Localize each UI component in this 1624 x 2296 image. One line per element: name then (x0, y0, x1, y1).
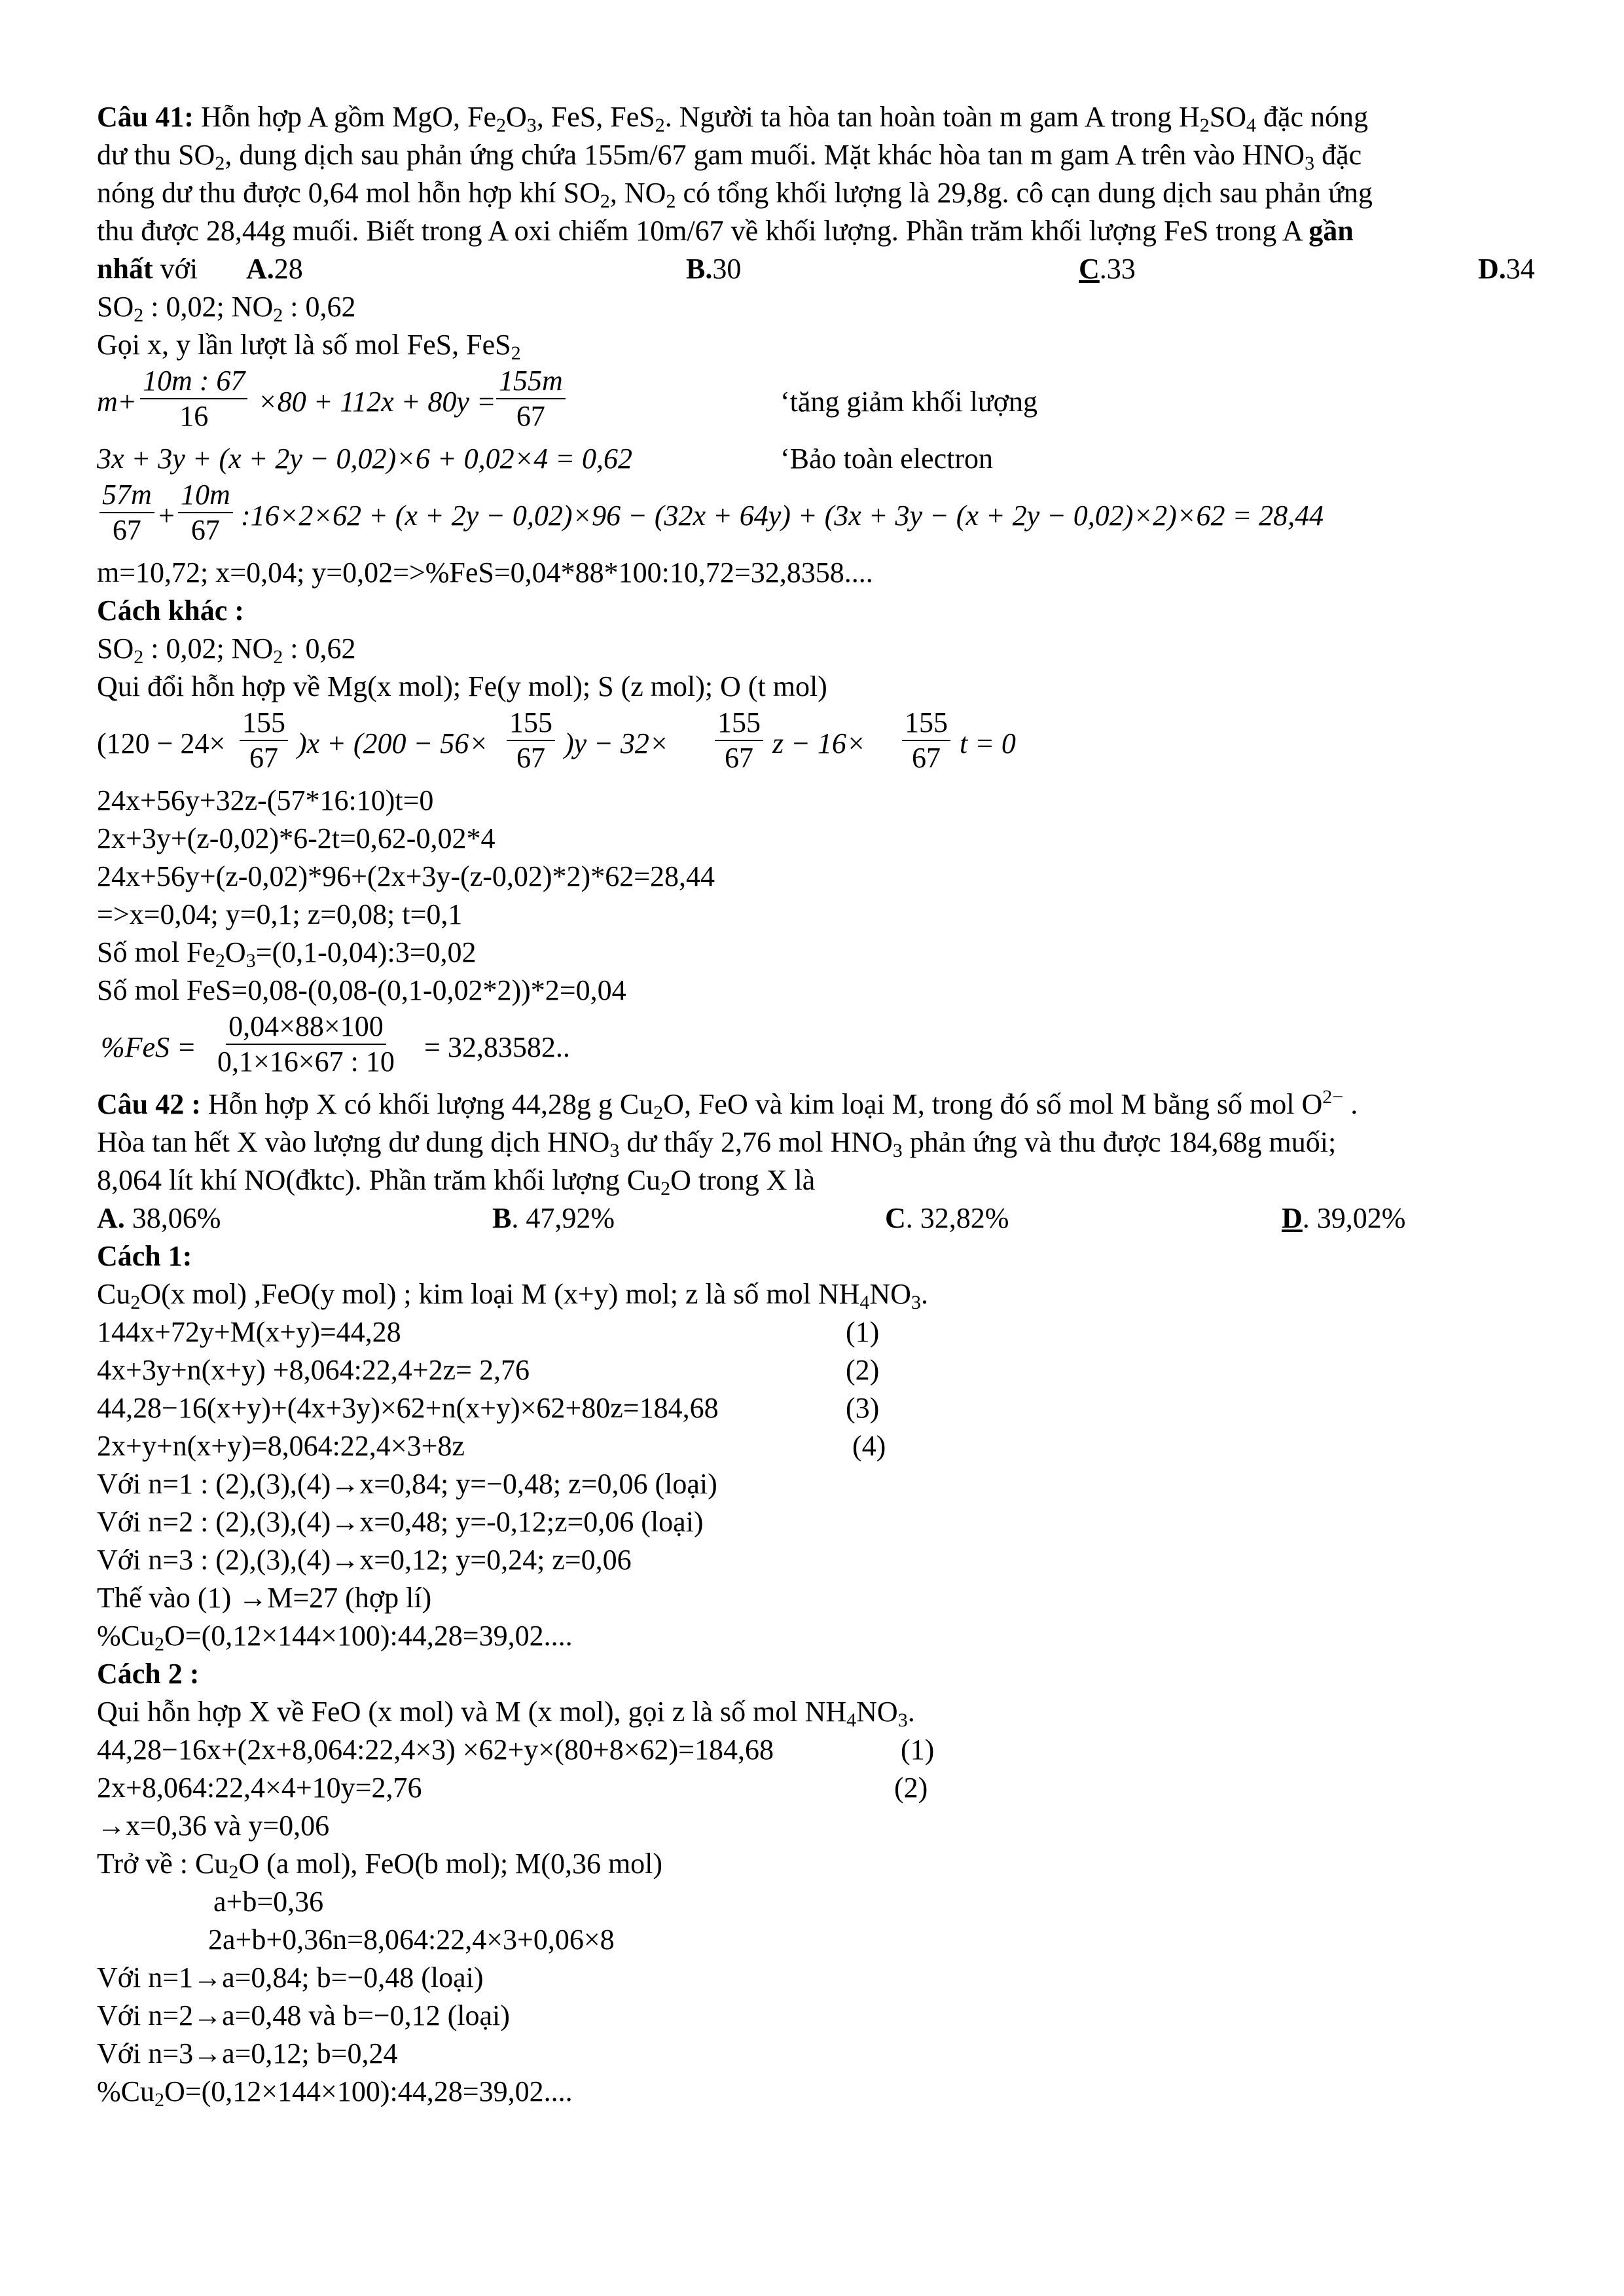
q42-c1-percent: $\%Cu_2O=(0,12\times 144\times 100):44,28=39,02$.... (97, 1620, 573, 1655)
q41-line-1: Câu 41: Hỗn hợp A gồm MgO, $Fe_2O_3$, FeS, FeS$_2$. Người ta hòa tan hoàn toàn m gam A trong $H_2SO_4$ đặc nóng (97, 101, 1369, 136)
q41-line-3: nóng dư thu được 0,64 mol hỗn hợp khí $SO_2$, $NO_2$ có tổng khối lượng là 29,8g. cô cạn dung dịch sau phản ứng (97, 177, 1373, 212)
q41-option-d: D.34 (1478, 253, 1535, 285)
q41-line-2: dư thu $SO_2$, dung dịch sau phản ứng chứa 155m/67 gam muối. Mặt khác hòa tan m gam A trên vào $HNO_3$ đặc (97, 139, 1362, 174)
q41-line-d: =>x=0,04; y=0,1; z=0,08; t=0,1 (97, 898, 463, 930)
q42-c1-variables: $Cu_2O(x$ mol) ,FeO(y mol) ; kim loại M (x+y) mol; z là số mol $NH_4NO_3$. (97, 1278, 928, 1313)
q42-c1-n3: Với n=3 : (2),(3),(4)→x=0,12; y=0,24; z=0,06 (97, 1544, 632, 1576)
q42-option-b: B. 47,92% (492, 1202, 615, 1234)
q42-c1-eq4: 2x+y+n(x+y)=8,064:22,4×3+8z (4) (97, 1430, 886, 1462)
q41-gas-moles: $SO_2$ : 0,02; $NO_2$ : 0,62 (97, 291, 356, 326)
q42-c2-n2: Với n=2→a=0,48 và b=−0,12 (loại) (97, 1999, 510, 2032)
q42-c2-ab: a+b=0,36 (213, 1886, 324, 1918)
q41-variables: Gọi x, y lần lượt là số mol FeS, FeS$_2$ (97, 329, 521, 364)
q42-line-1: Câu 42 : Hỗn hợp X có khối lượng 44,28g g $Cu_2O$, FeO và kim loại M, trong đó số mol M bằng số mol $O^{2-}$ . (97, 1086, 1358, 1123)
q41-line-4: thu được 28,44g muối. Biết trong A oxi chiếm 10m/67 về khối lượng. Phần trăm khối lượng FeS trong A gần (97, 215, 1354, 247)
q41-result: m=10,72; x=0,04; y=0,02=>%FeS=0,04*88*100:10,72=32,8358.... (97, 556, 873, 589)
q42-c1-eq1: 144x+72y+M(x+y)=44,28 (1) (97, 1316, 880, 1348)
q41-option-c: C.33 (1079, 253, 1136, 285)
q41-equation-salt: $\frac{57m}{67}$ + $\frac{10m}{67}$ :16×2×62 + (x + 2y − 0,02)×96 − (32x + 64y) + (3x + 3y − (x + 2y − 0,02)×2)×62 = 28,44 (97, 478, 1557, 554)
q42-line-3: 8,064 lít khí NO(đktc). Phần trăm khối lượng $Cu_2O$ trong X là (97, 1164, 816, 1199)
q42-c1-substitute: Thế vào (1) →M=27 (hợp lí) (97, 1582, 432, 1614)
q42-option-d: D. 39,02% (1282, 1202, 1406, 1234)
q41-equation-conversion: (120 − 24× $\frac{155}{67}$ )x + (200 − 56× $\frac{155}{67}$ )y − 32× $\frac{155}{67}$ z − 16× $\frac{155}{67}$ t = 0 (97, 706, 1016, 774)
q41-equation-mass: m + $\frac{10m : 67}{16}$ ×80 + 112x + 80y = $\frac{155m}{67}$ ‘tăng giảm khối lượng (97, 365, 1038, 432)
q41-line-f: Số mol FeS=0,08-(0,08-(0,1-0,02*2))*2=0,04 (97, 974, 626, 1006)
q41-line-c: 24x+56y+(z-0,02)*96+(2x+3y-(z-0,02)*2)*62=28,44 (97, 860, 715, 892)
q42-c1-n1: Với n=1 : (2),(3),(4)→x=0,84; y=−0,48; z=0,06 (loại) (97, 1468, 717, 1500)
q41-equation-electron: 3x + 3y + (x + 2y − 0,02)×6 + 0,02×4 = 0,62 ‘Bảo toàn electron (97, 443, 993, 475)
q41-label: Câu 41: (97, 101, 194, 133)
q42-label: Câu 42 : (97, 1088, 201, 1120)
q41-options: nhất với A.28 B.30 C.33 D.34 (97, 250, 1557, 288)
q41-gas-moles-2: $SO_2$ : 0,02; $NO_2$ : 0,62 (97, 632, 356, 668)
q41-option-b: B.30 (686, 253, 742, 285)
q42-method-1-heading: Cách 1: (97, 1240, 192, 1272)
q41-line-e: Số mol $Fe_2O_3=(0,1-0,04):3=0,02$ (97, 936, 477, 972)
q42-c2-eq1: 44,28−16x+(2x+8,064:22,4×3) ×62+y×(80+8×62)=184,68 (1) (97, 1734, 935, 1766)
q41-line-a: 24x+56y+32z-(57*16:10)t=0 (97, 784, 434, 816)
q42-method-2-heading: Cách 2 : (97, 1658, 200, 1690)
q42-c1-n2: Với n=2 : (2),(3),(4)→x=0,48; y=-0,12;z=0,06 (loại) (97, 1506, 704, 1538)
q42-c2-ab2: 2a+b+0,36n=8,064:22,4×3+0,06×8 (208, 1923, 615, 1956)
q42-c2-eq2: 2x+8,064:22,4×4+10y=2,76 (2) (97, 1772, 928, 1804)
q42-c2-n1: Với n=1→a=0,84; b=−0,48 (loại) (97, 1961, 484, 1994)
q41-option-a: A.28 (246, 253, 303, 285)
q42-options (97, 1199, 1557, 1237)
q42-c2-variables: Qui hỗn hợp X về FeO (x mol) và M (x mol), gọi z là số mol $NH_4NO_3$. (97, 1696, 915, 1731)
q42-option-a: A. 38,06% (97, 1202, 221, 1234)
q41-percent-fes: %FeS = $\frac{0,04\times 88\times 100}{0,1\times 16\times 67 : 10}$ = 32,83582.. (101, 1010, 570, 1078)
q42-option-c: C. 32,82% (885, 1202, 1009, 1234)
q42-line-2: Hòa tan hết X vào lượng dư dung dịch $HNO_3$ dư thấy 2,76 mol $HNO_3$ phản ứng và thu được 184,68g muối; (97, 1126, 1337, 1161)
q42-c2-percent: $\%Cu_2O=(0,12\times 144\times 100):44,28=39,02$.... (97, 2075, 573, 2111)
q41-conversion: Qui đổi hỗn hợp về Mg(x mol); Fe(y mol); S (z mol); O (t mol) (97, 670, 827, 702)
q42-c2-result: →x=0,36 và y=0,06 (97, 1810, 330, 1842)
q42-c1-eq2: 4x+3y+n(x+y) +8,064:22,4+2z= 2,76 (2) (97, 1354, 880, 1386)
q41-line-b: 2x+3y+(z-0,02)*6-2t=0,62-0,02*4 (97, 822, 496, 854)
q41-alt-method-heading: Cách khác : (97, 594, 244, 627)
q42-c1-eq3: 44,28−16(x+y)+(4x+3y)×62+n(x+y)×62+80z=184,68 (3) (97, 1392, 880, 1424)
q42-c2-n3: Với n=3→a=0,12; b=0,24 (97, 2037, 398, 2069)
q42-c2-return: Trở về : $Cu_2O$ (a mol), FeO(b mol); M(0,36 mol) (97, 1848, 663, 1883)
document-page (97, 98, 1557, 2111)
